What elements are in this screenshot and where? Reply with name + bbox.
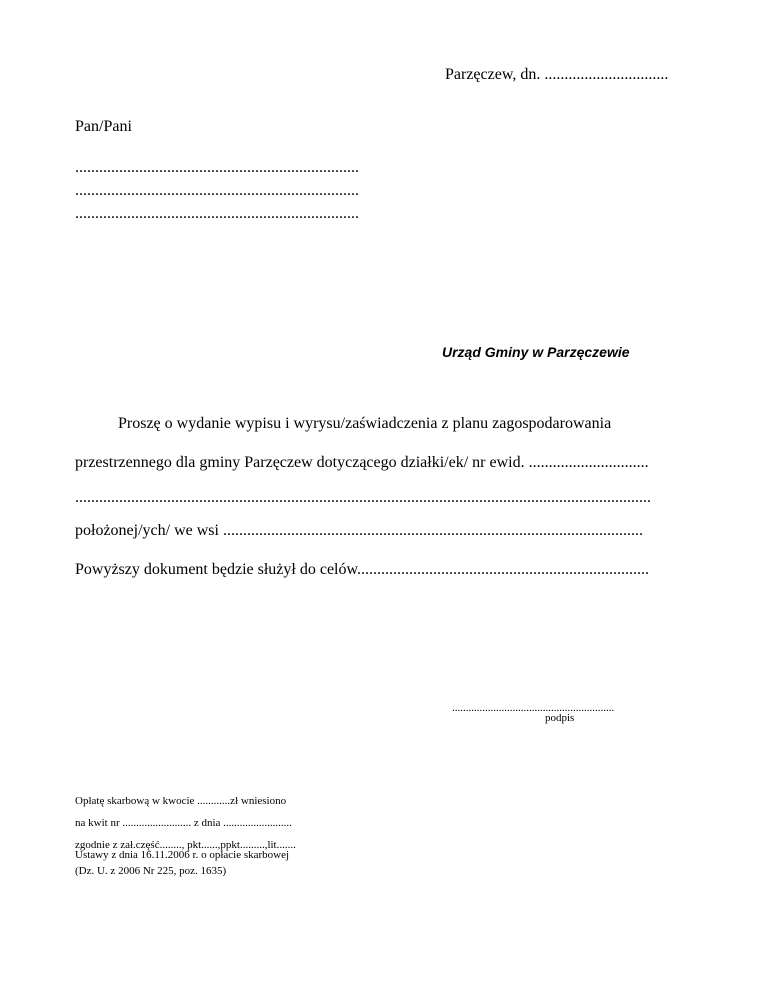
body-line-4: położonej/ych/ we wsi ......................................................................................................... (75, 522, 643, 539)
body-line-2: przestrzennego dla gminy Parzęczew dotyczącego działki/ek/ nr ewid. .............................. (75, 454, 649, 471)
body-line-3: ................................................................................................................................................ (75, 489, 651, 506)
address-line-2: ....................................................................... (75, 182, 359, 199)
recipient-heading: Urząd Gminy w Parzęczewie (442, 344, 630, 360)
signature-line: ........................................................... (452, 702, 615, 714)
fee-note-line-3: zgodnie z zał.część........, pkt......,ppkt.........,lit....... (75, 839, 296, 851)
fee-note-line-4: Ustawy z dnia 16.11.2006 r. o opłacie skarbowej (75, 849, 290, 861)
body-line-1: Proszę o wydanie wypisu i wyrysu/zaświadczenia z planu zagospodarowania (118, 415, 612, 432)
address-line-3: ....................................................................... (75, 205, 359, 222)
signature-label: podpis (545, 712, 575, 724)
fee-note-line-2: na kwit nr ......................... z dnia ......................... (75, 817, 292, 829)
fee-note-line-5: (Dz. U. z 2006 Nr 225, poz. 1635) (75, 865, 227, 877)
salutation: Pan/Pani (75, 118, 132, 135)
place-date: Parzęczew, dn. ............................... (445, 66, 669, 83)
body-line-5: Powyższy dokument będzie służył do celów......................................................................... (75, 561, 650, 578)
fee-note-line-1: Opłatę skarbową w kwocie ............zł wniesiono (75, 795, 287, 807)
address-line-1: ....................................................................... (75, 159, 359, 176)
